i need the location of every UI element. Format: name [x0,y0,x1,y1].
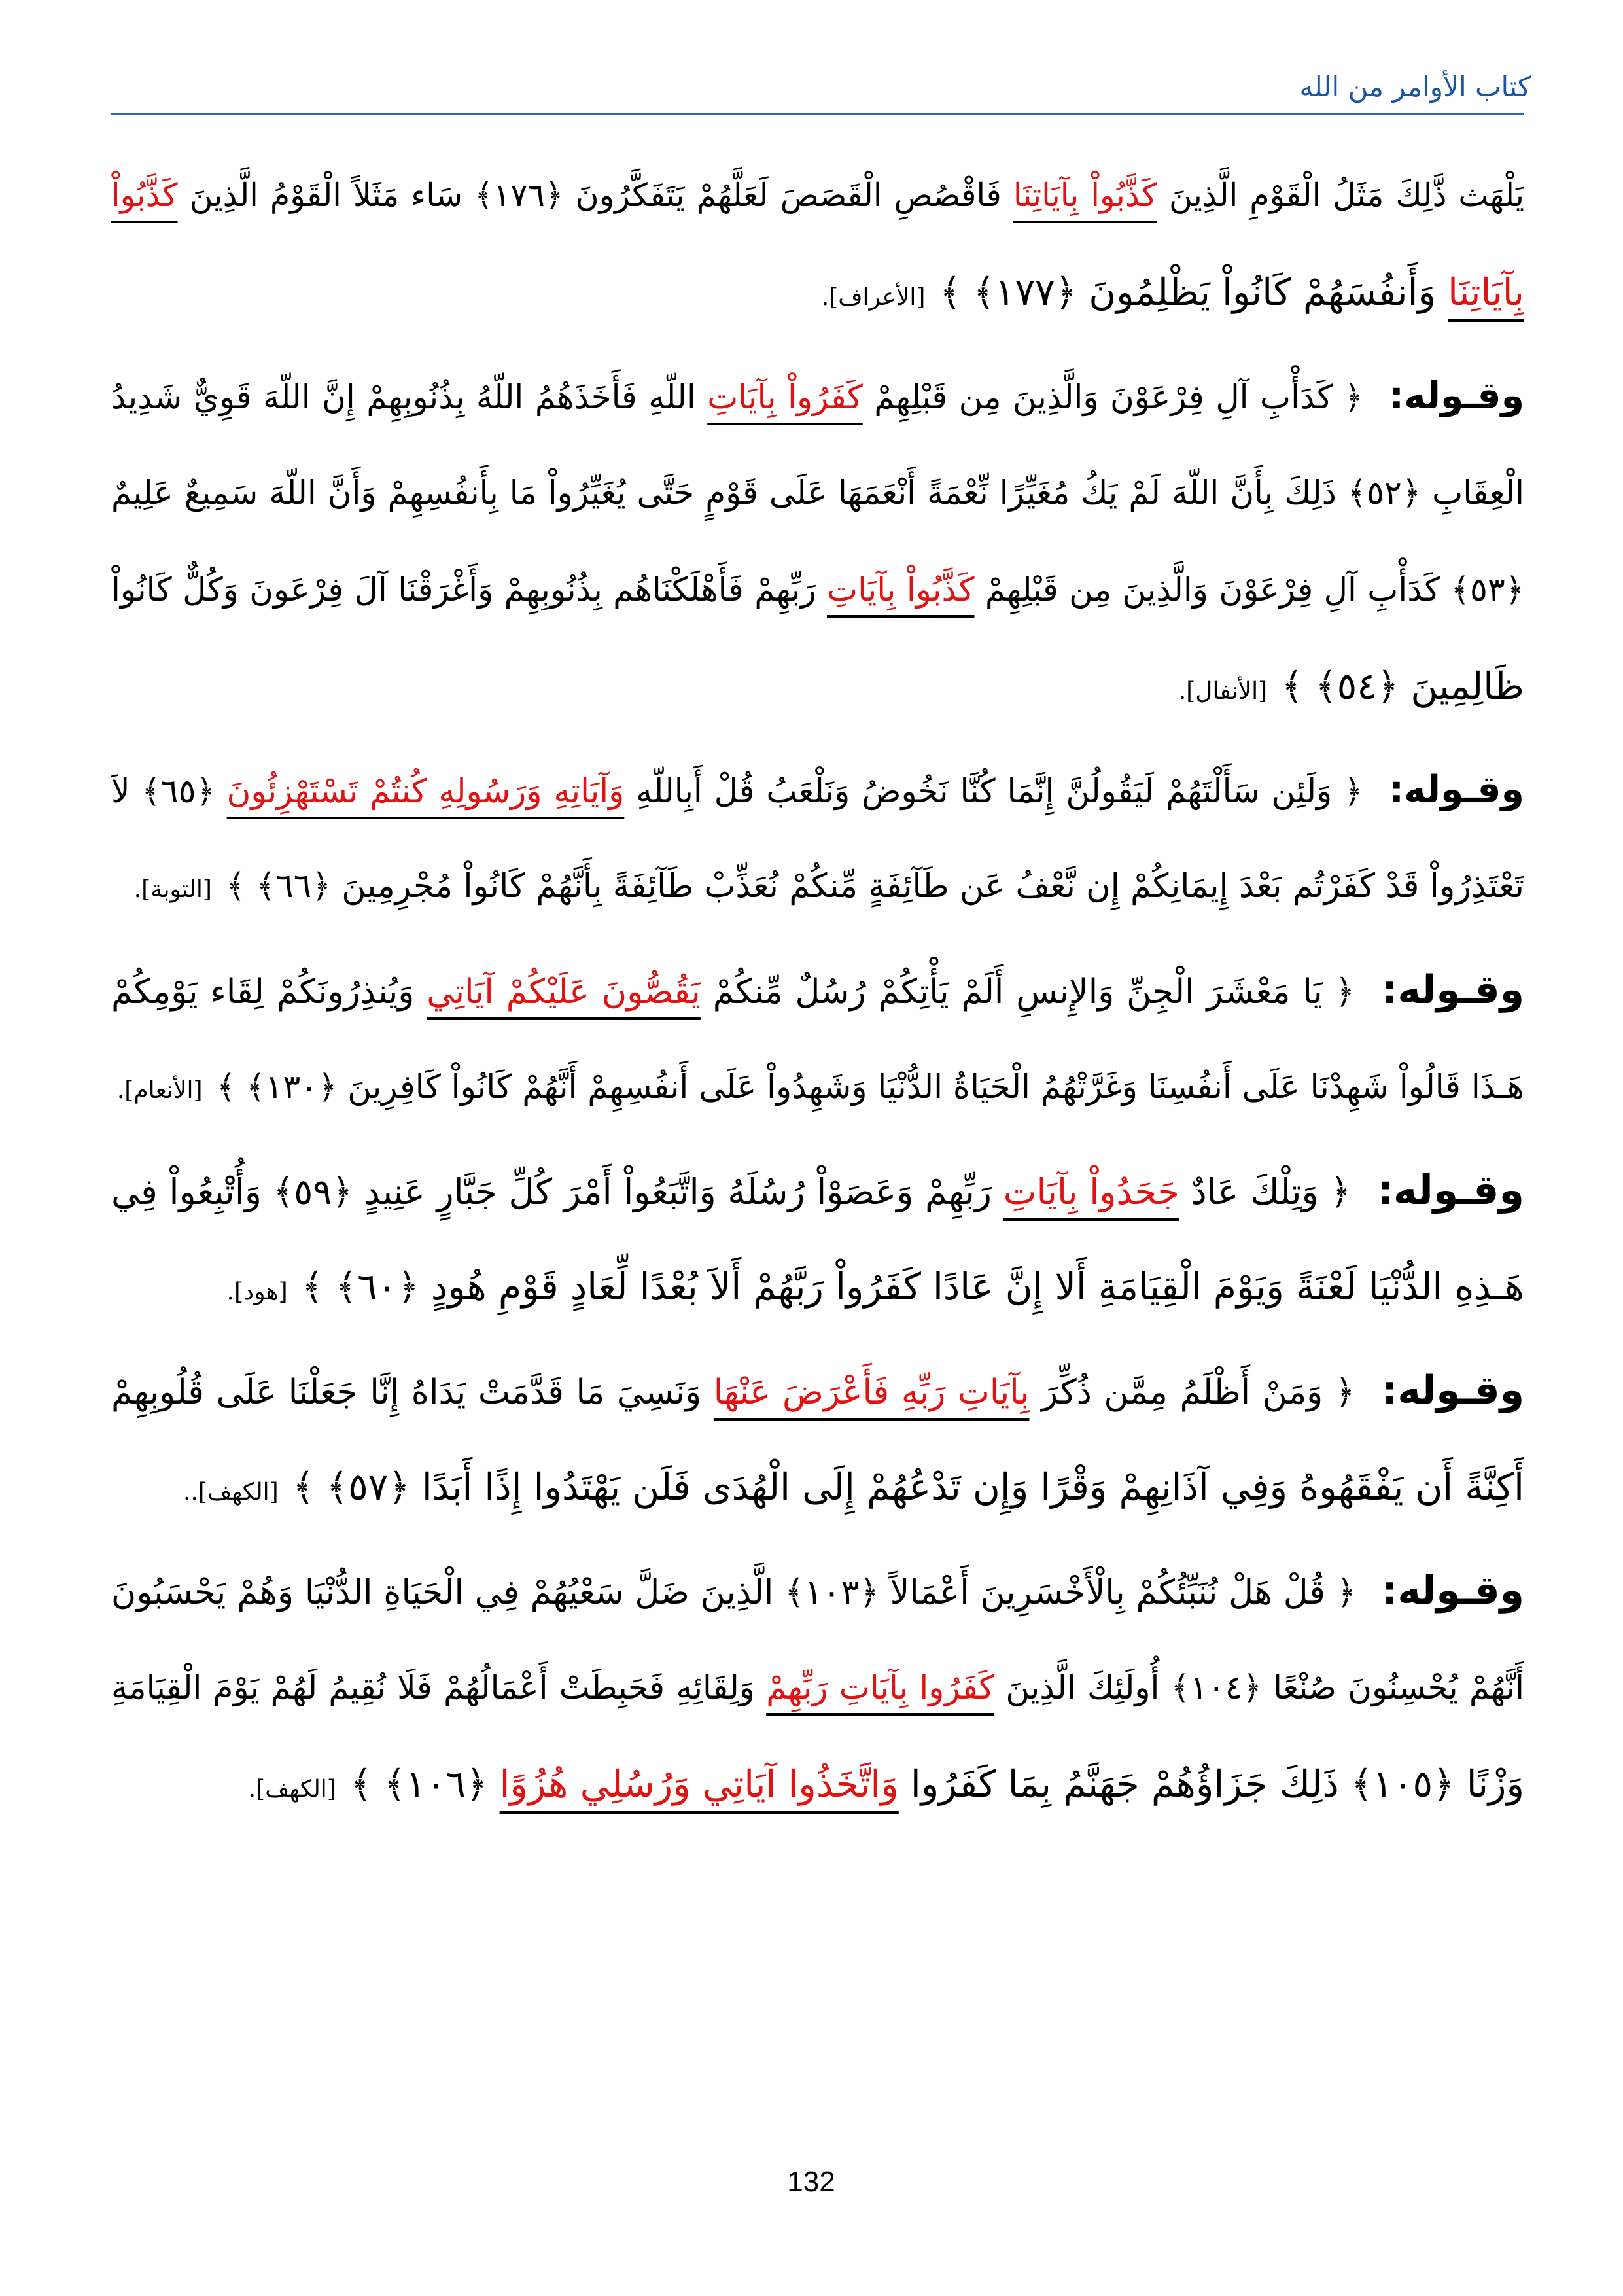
quran-paragraph [111,1142,1524,1335]
verse-text: وَنَسِيَ مَا قَدَّمَتْ يَدَاهُ إِنَّا جَعَلْنَا عَلَى قُلُوبِهِمْ [111,1373,714,1412]
highlighted-phrase: جَحَدُواْ بِآيَاتِ [1003,1171,1179,1212]
verse-text: ﴿١٠٦﴾ ﴾ [350,1763,500,1806]
highlighted-phrase: كَذَّبُواْ بِآيَاتِنَا [1013,177,1157,214]
verse-text: وَلِقَائِهِ فَحَبِطَتْ أَعْمَالُهُمْ فَلَا نُقِيمُ لَهُمْ يَوْمَ الْقِيَامَةِ [111,1669,767,1706]
quran-paragraph [111,1542,1524,1833]
text-line [111,838,1524,935]
text-line [111,1736,1524,1833]
section-intro-label: وقـوله: [1368,1568,1524,1614]
highlighted-phrase: وَاتَّخَذُوا آيَاتِي وَرُسُلِي هُزُوًا [499,1763,899,1806]
surah-reference: [الكهف].. [183,1479,287,1506]
section-intro-label: وقـوله: [1374,374,1524,417]
text-line [111,741,1524,838]
verse-text: وَيُنذِرُونَكُمْ لِقَاء يَوْمِكُمْ [111,972,427,1012]
verse-text: الْعِقَابِ ﴿٥٢﴾ ذَلِكَ بِأَنَّ اللّهَ لَمْ يَكُ مُغَيِّرًا نِّعْمَةً أَنْعَمَهَا عَلَى قَوْمٍ حَتَّى يُغَيِّرُواْ مَا بِأَنفُسِهِمْ وَأَنَّ اللّهَ سَمِيعٌ عَلِيمٌ [111,474,1524,512]
verse-text: ﴿ وَمَنْ أَظْلَمُ مِمَّن ذُكِّرَ [1029,1373,1355,1412]
text-line [111,638,1524,735]
text-line [111,1542,1524,1639]
highlighted-phrase: كَذَّبُواْ [111,177,178,214]
verse-text: ﴿٦٥﴾ لاَ [111,772,227,810]
section-intro-label: وقـوله: [1367,1368,1524,1413]
text-line [111,541,1524,638]
text-line [111,244,1524,341]
quran-paragraph [111,347,1524,735]
text-line [111,347,1524,444]
quran-paragraph [111,942,1524,1135]
verse-text: ﴿ كَدَأْبِ آلِ فِرْعَوْنَ وَالَّذِينَ مِن قَبْلِهِمْ [862,378,1363,416]
text-line [111,1342,1524,1439]
surah-reference: [الأنعام]. [116,1077,211,1104]
verse-text: وَزْنًا ﴿١٠٥﴾ ذَلِكَ جَزَاؤُهُمْ جَهَنَّمُ بِمَا كَفَرُوا [898,1763,1524,1806]
verse-text: فَاقْصُصِ الْقَصَصَ لَعَلَّهُمْ يَتَفَكَّرُونَ ﴿١٧٦﴾ سَاء مَثَلاً الْقَوْمُ الَّذِينَ [177,177,1013,214]
surah-reference: [الأعراف]. [821,284,933,311]
surah-reference: [الأنفال]. [1178,678,1275,705]
verse-text: ﴿ وَلَئِن سَأَلْتَهُمْ لَيَقُولُنَّ إِنَّمَا كُنَّا نَخُوضُ وَنَلْعَبُ قُلْ أَبِاللّهِ [624,772,1363,810]
highlighted-phrase: كَفَرُوا بِآيَاتِ رَبِّهِمْ [766,1669,995,1706]
verse-text: ﴿ وَتِلْكَ عَادٌ [1179,1171,1351,1212]
surah-reference: [الكهف]. [248,1776,344,1803]
verse-text: وَأَنفُسَهُمْ كَانُواْ يَظْلِمُونَ ﴿١٧٧﴾ ﴾ [939,271,1448,314]
section-intro-label: وقـوله: [1367,967,1524,1013]
book-title: كتاب الأوامر من الله [1299,71,1531,103]
verse-text: ﴿ قُلْ هَلْ نُنَبِّئُكُمْ بِالْأَخْسَرِينَ أَعْمَالاً ﴿١٠٣﴾ الَّذِينَ ضَلَّ سَعْيُهُمْ فِي الْحَيَاةِ الدُّنْيَا وَهُمْ يَحْسَبُونَ [111,1573,1357,1612]
quran-paragraph [111,741,1524,935]
highlighted-phrase: بِآيَاتِنَا [1448,271,1524,314]
highlighted-phrase: كَذَّبُواْ بِآيَاتِ [827,571,975,609]
text-line [111,1038,1524,1135]
verse-text: ﴿٥٣﴾ كَدَأْبِ آلِ فِرْعَوْنَ وَالَّذِينَ مِن قَبْلِهِمْ [974,571,1524,609]
verse-text: أَنَّهُمْ يُحْسِنُونَ صُنْعًا ﴿١٠٤﴾ أُولَئِكَ الَّذِينَ [994,1669,1524,1706]
verse-text: اللّهِ فَأَخَذَهُمُ اللّهُ بِذُنُوبِهِمْ إِنَّ اللّهَ قَوِيٌّ شَدِيدُ [111,378,708,416]
document-body [111,147,1524,1839]
quran-paragraph [111,147,1524,341]
text-line [111,1239,1524,1335]
highlighted-phrase: كَفَرُواْ بِآيَاتِ [707,378,863,416]
verse-text: ظَالِمِينَ ﴿٥٤﴾ ﴾ [1281,665,1524,708]
highlighted-phrase: بِآيَاتِ رَبِّهِ فَأَعْرَضَ عَنْهَا [713,1373,1030,1412]
header-divider [111,113,1524,115]
text-line [111,1639,1524,1736]
verse-text: يَلْهَث ذَّلِكَ مَثَلُ الْقَوْمِ الَّذِينَ [1157,177,1524,214]
verse-text: ﴿ يَا مَعْشَرَ الْجِنِّ وَالإِنسِ أَلَمْ يَأْتِكُمْ رُسُلٌ مِّنكُمْ [700,972,1355,1012]
text-line [111,444,1524,541]
verse-text: رَبِّهِمْ وَعَصَوْاْ رُسُلَهُ وَاتَّبَعُواْ أَمْرَ كُلِّ جَبَّارٍ عَنِيدٍ ﴿٥٩﴾ وَأُتْبِعُواْ فِي [111,1171,1003,1212]
verse-text: هَـذَا قَالُواْ شَهِدْنَا عَلَى أَنفُسِنَا وَغَرَّتْهُمُ الْحَيَاةُ الدُّنْيَا وَشَهِدُواْ عَلَى أَنفُسِهِمْ أَنَّهُمْ كَانُواْ كَافِرِينَ ﴿١٣٠﴾ ﴾ [217,1068,1524,1106]
highlighted-phrase: وَآيَاتِهِ وَرَسُولِهِ كُنتُمْ تَسْتَهْزِئُونَ [226,772,625,810]
section-intro-label: وقـوله: [1362,1166,1524,1214]
section-intro-label: وقـوله: [1374,768,1524,811]
surah-reference: [التوبة]. [133,876,220,903]
text-line [111,1439,1524,1536]
text-line [111,1142,1524,1239]
verse-text: رَبِّهِمْ فَأَهْلَكْنَاهُم بِذُنُوبِهِمْ وَأَغْرَقْنَا آلَ فِرْعَونَ وَكُلٌّ كَانُواْ [111,571,828,609]
surah-reference: [هود]. [226,1279,296,1305]
verse-text: تَعْتَذِرُواْ قَدْ كَفَرْتُم بَعْدَ إِيمَانِكُمْ إِن نَّعْفُ عَن طَآئِفَةٍ مِّنكُمْ نُعَذِّبْ طَآئِفَةً بِأَنَّهُمْ كَانُواْ مُجْرِمِينَ ﴿٦٦﴾ ﴾ [226,867,1524,906]
text-line [111,147,1524,244]
quran-paragraph [111,1342,1524,1536]
verse-text: أَكِنَّةً أَن يَفْقَهُوهُ وَفِي آذَانِهِمْ وَقْرًا وَإِن تَدْعُهُمْ إِلَى الْهُدَى فَلَن يَهْتَدُوا إِذًا أَبَدًا ﴿٥٧﴾ ﴾ [292,1466,1524,1509]
highlighted-phrase: يَقُصُّونَ عَلَيْكُمْ آيَاتِي [427,972,701,1012]
verse-text: هَـذِهِ الدُّنْيَا لَعْنَةً وَيَوْمَ الْقِيَامَةِ أَلا إِنَّ عَادًا كَفَرُواْ رَبَّهُمْ أَلاَ بُعْدًا لِّعَادٍ قَوْمِ هُودٍ ﴿٦٠﴾ ﴾ [302,1265,1524,1309]
page-number: 132 [787,2166,835,2198]
text-line [111,942,1524,1038]
